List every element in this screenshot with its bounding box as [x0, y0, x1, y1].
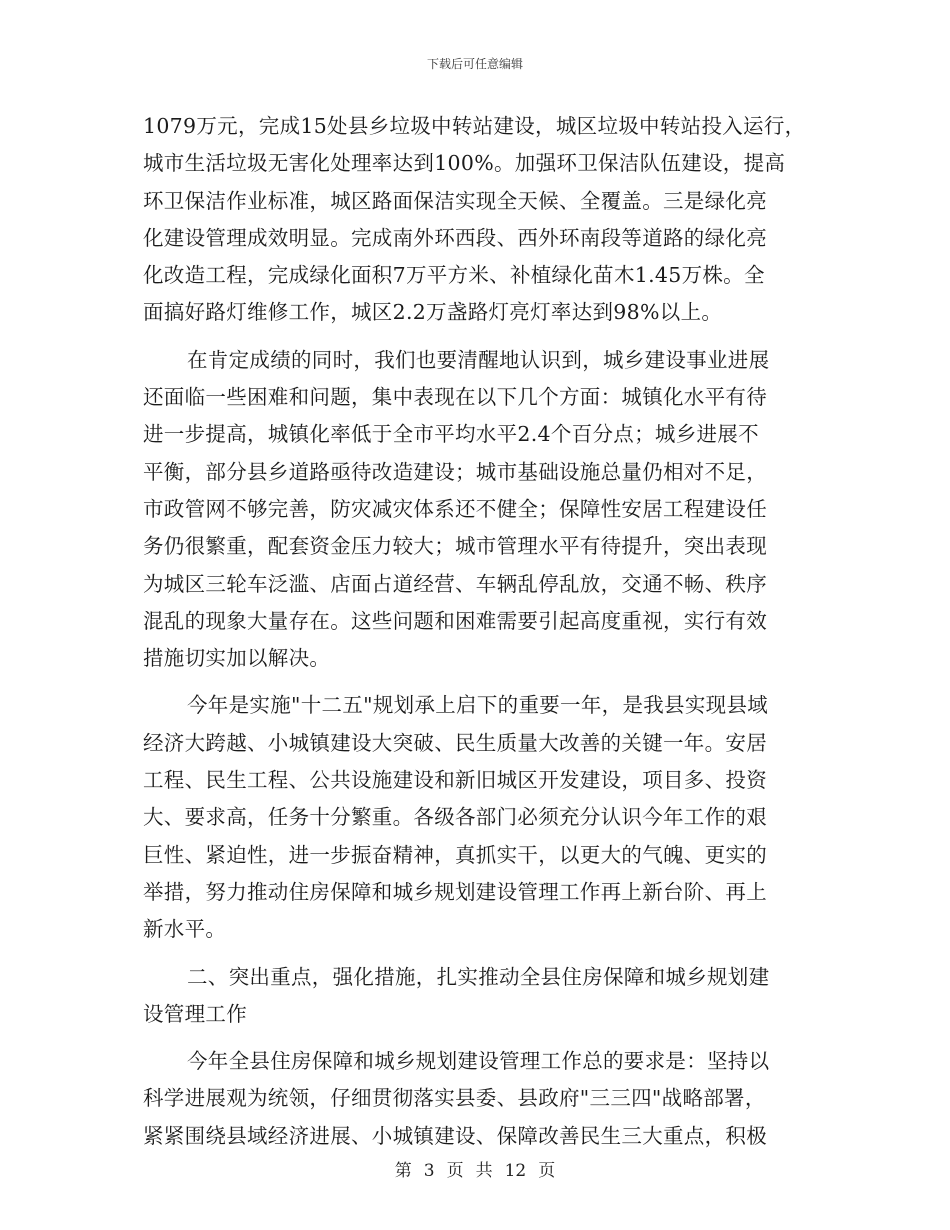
text-line: 科学进展观为统领，仔细贯彻落实县委、县政府"三三四"战略部署，: [143, 1086, 766, 1111]
text-line: 在肯定成绩的同时，我们也要清醒地认识到，城乡建设事业进展: [187, 347, 770, 372]
text-line: 举措，努力推动住房保障和城乡规划建设管理工作再上新台阶、再上: [143, 879, 767, 904]
footer-di: 第: [394, 1161, 412, 1181]
text-line: 面搞好路灯维修工作，城区2.2万盏路灯亮灯率达到98%以上。: [143, 300, 723, 325]
total-pages: 12: [504, 1161, 527, 1181]
text-line: 措施切实加以解决。: [143, 646, 331, 671]
text-line: 平衡，部分县乡道路亟待改造建设；城市基础设施总量仍相对不足，: [143, 459, 767, 484]
text-line: 工程、民生工程、公共设施建设和新旧城区开发建设，项目多、投资: [143, 768, 767, 793]
paragraph: [143, 108, 811, 332]
text-line: 环卫保洁作业标准，城区路面保洁实现全天候、全覆盖。三是绿化亮: [143, 188, 767, 213]
paragraph: [143, 1043, 811, 1155]
text-line: 还面临一些困难和问题，集中表现在以下几个方面：城镇化水平有待: [143, 385, 767, 410]
text-line: 经济大跨越、小城镇建设大突破、民生质量大改善的关键一年。安居: [143, 730, 767, 755]
text-line: 为城区三轮车泛滥、店面占道经营、车辆乱停乱放，交通不畅、秩序: [143, 571, 767, 596]
text-line: 大、要求高，任务十分繁重。各级各部门必须充分认识今年工作的艰: [143, 805, 767, 830]
page-header: 下载后可任意编辑: [426, 57, 523, 71]
text-line: 1079万元，完成15处县乡垃圾中转站建设，城区垃圾中转站投入运行，: [143, 114, 806, 138]
text-line: 新水平。: [143, 917, 227, 942]
text-line: 紧紧围绕县域经济进展、小城镇建设、保障改善民生三大重点，积极: [143, 1123, 767, 1148]
text-line: 化建设管理成效明显。完成南外环西段、西外环南段等道路的绿化亮: [143, 225, 767, 250]
page-number: 3: [423, 1161, 435, 1181]
text-line: 化改造工程，完成绿化面积7万平方米、补植绿化苗木1.45万株。全: [143, 263, 765, 288]
footer-ye: 页: [538, 1161, 556, 1181]
page-footer: [0, 1156, 950, 1181]
text-line: 务仍很繁重，配套资金压力较大；城市管理水平有待提升，突出表现: [143, 534, 767, 559]
text-line: 进一步提高，城镇化率低于全市平均水平2.4个百分点；城乡进展不: [143, 422, 759, 447]
text-line: 今年是实施"十二五"规划承上启下的重要一年，是我县实现县域: [187, 693, 769, 718]
text-line: 混乱的现象大量存在。这些问题和困难需要引起高度重视，实行有效: [143, 608, 767, 633]
text-line: 设管理工作: [143, 1001, 247, 1026]
section-heading: [143, 959, 811, 1034]
footer-gong: 共: [475, 1161, 493, 1181]
text-line: 市政管网不够完善，防灾减灾体系还不健全；保障性安居工程建设任: [143, 496, 767, 521]
text-line: 城市生活垃圾无害化处理率达到100%。加强环卫保洁队伍建设，提高: [143, 151, 786, 176]
text-line: 今年全县住房保障和城乡规划建设管理工作总的要求是：坚持以: [187, 1049, 770, 1074]
text-line: 二、突出重点，强化措施，扎实推动全县住房保障和城乡规划建: [187, 964, 770, 989]
paragraph: [143, 342, 811, 678]
text-line: 巨性、紧迫性，进一步振奋精神，真抓实干，以更大的气魄、更实的: [143, 842, 767, 867]
paragraph: [143, 687, 811, 948]
footer-ye: 页: [446, 1161, 464, 1181]
document-body: [143, 108, 811, 1155]
